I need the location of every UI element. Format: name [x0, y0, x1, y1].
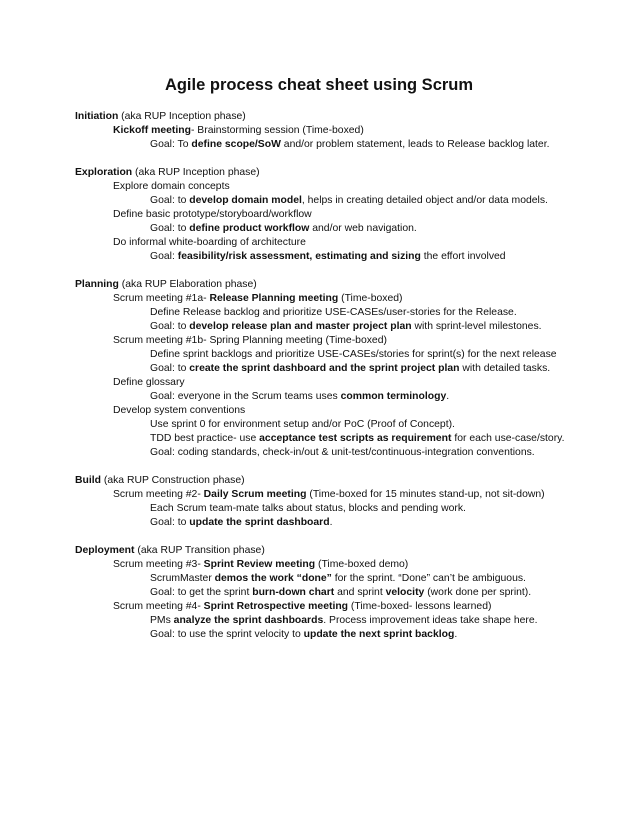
spacer: [75, 264, 615, 278]
detail-line: Each Scrum team-mate talks about status, blocks and pending work.: [150, 503, 466, 514]
section-phase: (aka RUP Inception phase): [132, 167, 260, 178]
text: Goal: to use the sprint velocity to: [150, 629, 304, 640]
text: .: [329, 517, 333, 528]
emphasis: create the sprint dashboard and the sprint project plan: [189, 363, 460, 374]
goal-line: [75, 628, 615, 642]
text: Scrum meeting #4-: [113, 601, 204, 612]
text: the effort involved: [420, 251, 506, 262]
section-phase: (aka RUP Construction phase): [100, 475, 245, 486]
emphasis: Daily Scrum meeting: [203, 489, 307, 500]
text: (Time-boxed): [338, 293, 403, 304]
text: Goal: to: [150, 363, 190, 374]
section-heading-build: [75, 474, 615, 488]
goal-line: Goal: coding standards, check-in/out & unit-test/continuous-integration conventions.: [150, 447, 535, 458]
list-item: [75, 558, 615, 572]
goal-line: [75, 250, 615, 264]
text: (Time-boxed demo): [315, 559, 409, 570]
detail-line: [75, 432, 615, 446]
section-name: Build: [75, 475, 101, 486]
list-item: [75, 292, 615, 306]
text: and sprint: [334, 587, 386, 598]
list-item: Define basic prototype/storyboard/workflow: [113, 209, 312, 220]
section-phase: (aka RUP Elaboration phase): [118, 279, 257, 290]
text: Goal: to: [150, 195, 190, 206]
text: and/or problem statement, leads to Release backlog later.: [280, 139, 550, 150]
emphasis: Kickoff meeting: [113, 125, 191, 136]
text: - Brainstorming session (Time-boxed): [190, 125, 364, 136]
list-item: Do informal white-boarding of architecture: [113, 237, 306, 248]
emphasis: update the sprint dashboard: [189, 517, 330, 528]
emphasis: burn-down chart: [252, 587, 335, 598]
emphasis: develop release plan and master project plan: [189, 321, 412, 332]
list-item: [75, 600, 615, 614]
list-item: [75, 488, 615, 502]
detail-line: Define Release backlog and prioritize USE-CASEs/user-stories for the Release.: [150, 307, 517, 318]
section-heading-exploration: [75, 166, 615, 180]
list-item: Define glossary: [113, 377, 185, 388]
goal-line: [75, 390, 615, 404]
section-phase: (aka RUP Transition phase): [134, 545, 265, 556]
emphasis: feasibility/risk assessment, estimating and sizing: [177, 251, 421, 262]
goal-line: [75, 320, 615, 334]
text: Goal:: [150, 251, 178, 262]
text: , helps in creating detailed object and/or data models.: [301, 195, 548, 206]
goal-line: [75, 362, 615, 376]
document-body: [75, 110, 615, 642]
text: ScrumMaster: [150, 573, 215, 584]
text: (Time-boxed- lessons learned): [348, 601, 492, 612]
emphasis: demos the work “done”: [214, 573, 332, 584]
emphasis: velocity: [385, 587, 425, 598]
text: . Process improvement ideas take shape here.: [323, 615, 538, 626]
detail-line: Define sprint backlogs and prioritize USE-CASEs/stories for sprint(s) for the next release: [150, 349, 557, 360]
emphasis: Sprint Review meeting: [203, 559, 316, 570]
document-title: Agile process cheat sheet using Scrum: [164, 76, 474, 94]
text: for the sprint. “Done” can’t be ambiguous.: [331, 573, 526, 584]
text: with sprint-level milestones.: [411, 321, 542, 332]
spacer: [75, 152, 615, 166]
text: Scrum meeting #3-: [113, 559, 204, 570]
text: Scrum meeting #2-: [113, 489, 204, 500]
text: Goal: to: [150, 517, 190, 528]
text: Scrum meeting #1a-: [113, 293, 210, 304]
detail-line: Use sprint 0 for environment setup and/or PoC (Proof of Concept).: [150, 419, 455, 430]
goal-line: [75, 138, 615, 152]
text: TDD best practice- use: [150, 433, 260, 444]
emphasis: acceptance test scripts as requirement: [259, 433, 452, 444]
emphasis: define product workflow: [189, 223, 310, 234]
list-item: [75, 124, 615, 138]
emphasis: Sprint Retrospective meeting: [203, 601, 349, 612]
text: Goal: to: [150, 321, 190, 332]
list-item: Scrum meeting #1b- Spring Planning meeting (Time-boxed): [113, 335, 387, 346]
text: with detailed tasks.: [459, 363, 551, 374]
text: Goal: to get the sprint: [150, 587, 253, 598]
section-name: Exploration: [75, 167, 133, 178]
list-item: Develop system conventions: [113, 405, 246, 416]
text: Goal: everyone in the Scrum teams uses: [150, 391, 341, 402]
emphasis: update the next sprint backlog: [303, 629, 455, 640]
text: Goal: to: [150, 223, 190, 234]
text: Goal: To: [150, 139, 192, 150]
section-name: Planning: [75, 279, 119, 290]
detail-line: [75, 572, 615, 586]
text: for each use-case/story.: [451, 433, 565, 444]
emphasis: Release Planning meeting: [209, 293, 339, 304]
emphasis: common terminology: [340, 391, 447, 402]
list-item: Explore domain concepts: [113, 181, 230, 192]
section-phase: (aka RUP Inception phase): [118, 111, 246, 122]
goal-line: [75, 516, 615, 530]
section-heading-initiation: [75, 110, 615, 124]
spacer: [75, 530, 615, 544]
section-name: Initiation: [75, 111, 119, 122]
section-heading-deployment: [75, 544, 615, 558]
emphasis: develop domain model: [189, 195, 302, 206]
goal-line: [75, 222, 615, 236]
text: (Time-boxed for 15 minutes stand-up, not sit-down): [306, 489, 545, 500]
text: PMs: [150, 615, 174, 626]
emphasis: analyze the sprint dashboards: [173, 615, 324, 626]
text: .: [446, 391, 450, 402]
text: (work done per sprint).: [424, 587, 532, 598]
section-name: Deployment: [75, 545, 135, 556]
text: and/or web navigation.: [309, 223, 417, 234]
goal-line: [75, 586, 615, 600]
emphasis: define scope/SoW: [191, 139, 281, 150]
text: .: [454, 629, 458, 640]
spacer: [75, 460, 615, 474]
section-heading-planning: [75, 278, 615, 292]
goal-line: [75, 194, 615, 208]
detail-line: [75, 614, 615, 628]
